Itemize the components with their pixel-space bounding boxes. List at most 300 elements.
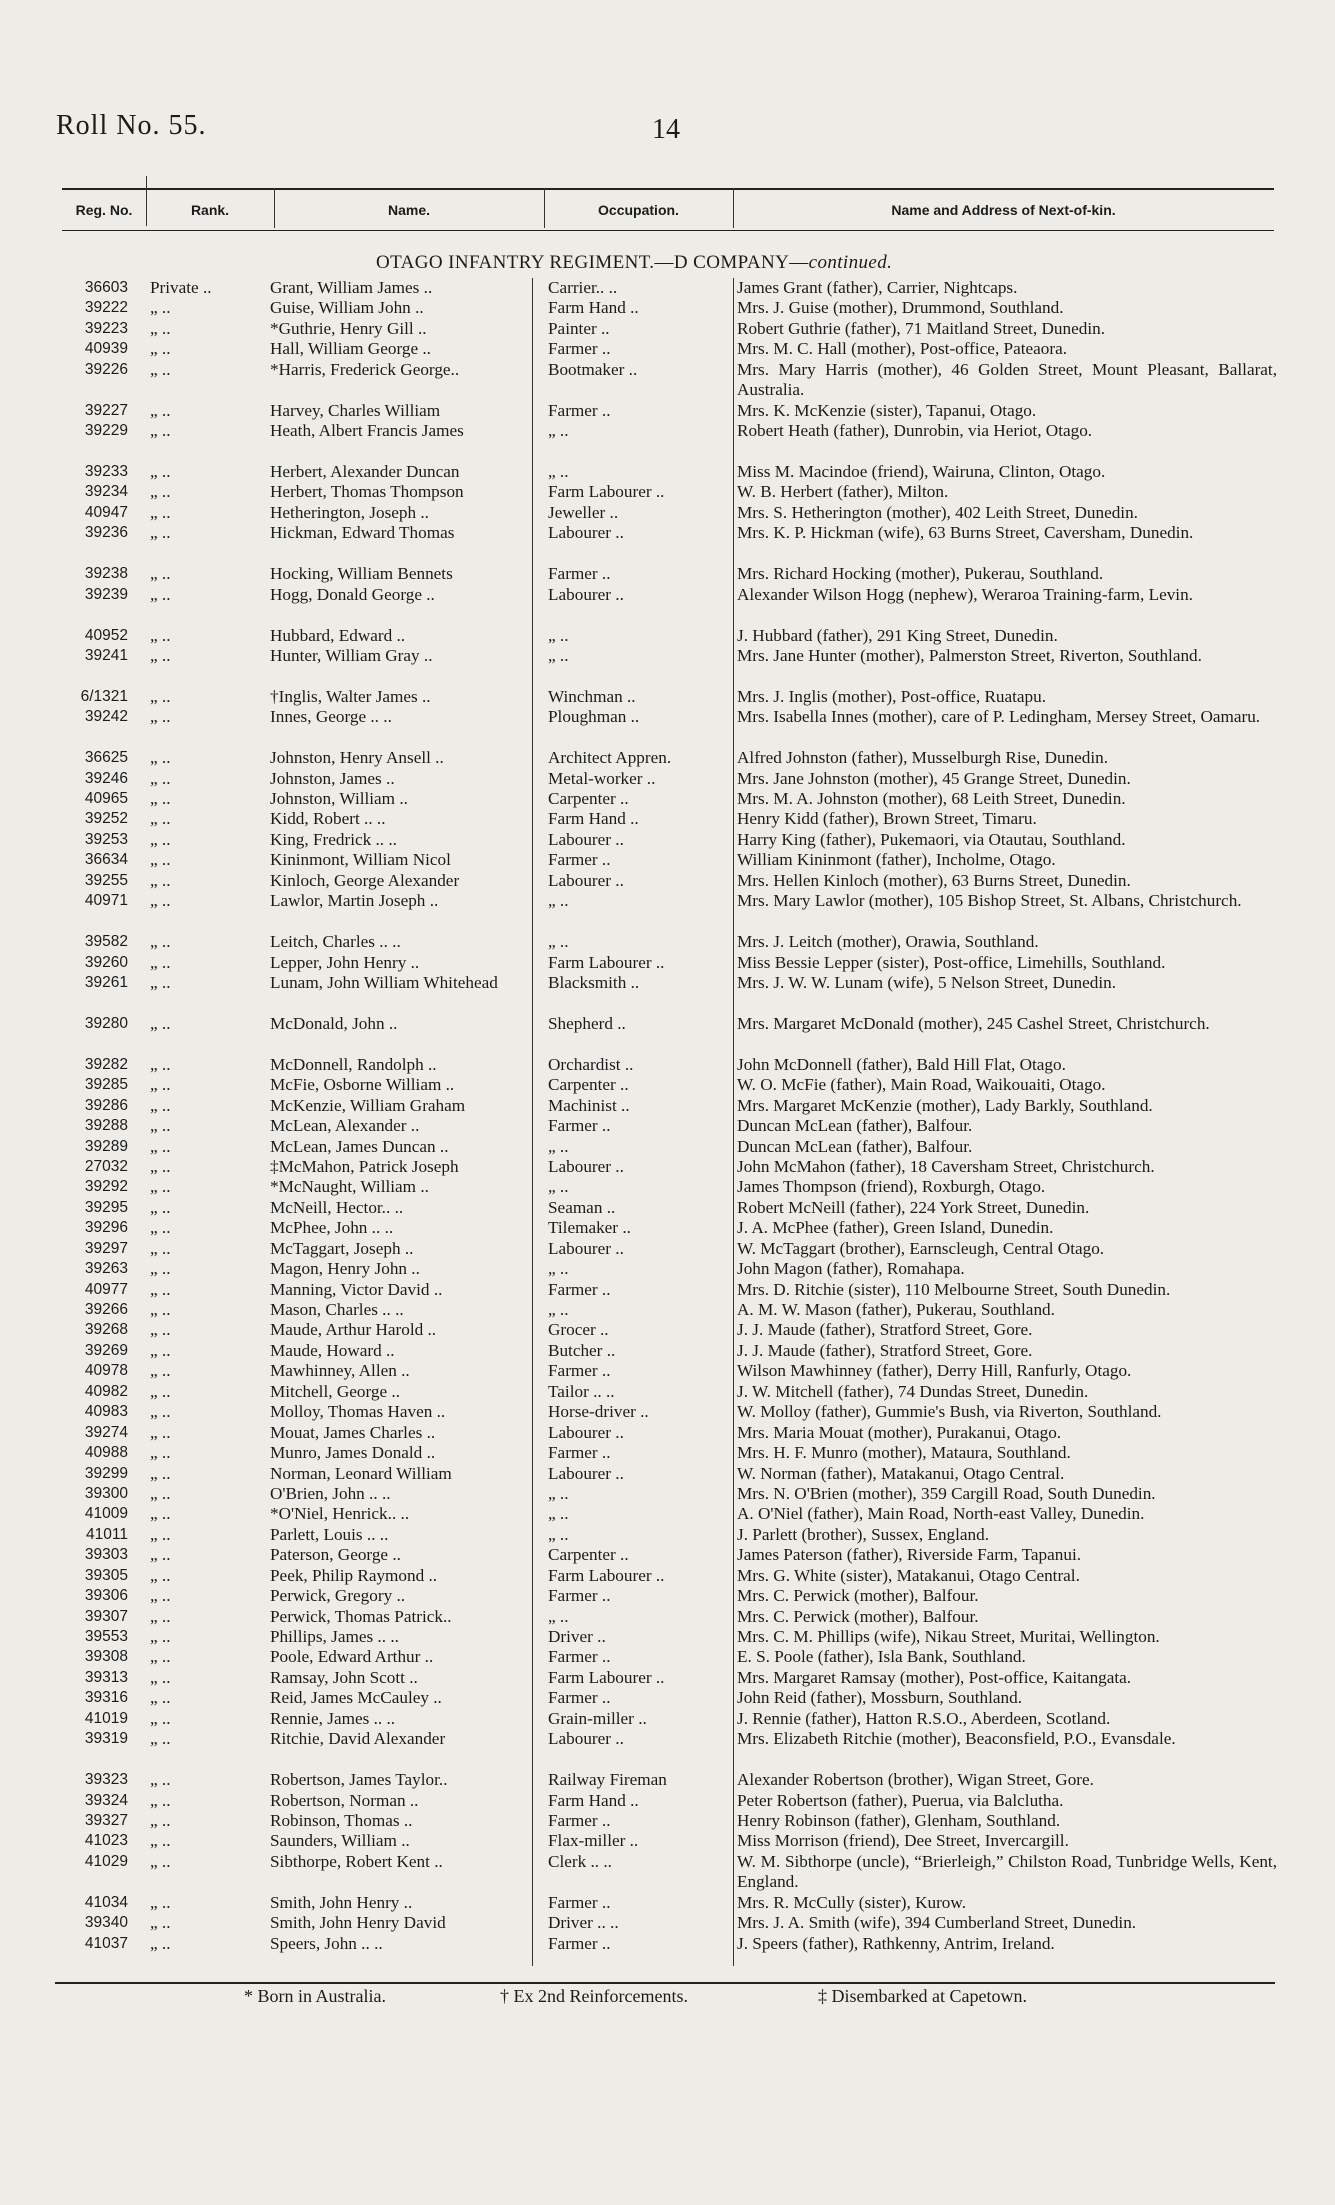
name-cell: Leitch, Charles .. .. bbox=[270, 932, 401, 952]
table-row bbox=[0, 1423, 1335, 1443]
name-cell: Hocking, William Bennets bbox=[270, 564, 453, 584]
occupation-cell: Labourer .. bbox=[548, 1463, 624, 1483]
table-row bbox=[0, 319, 1335, 339]
name-cell: Poole, Edward Arthur .. bbox=[270, 1647, 434, 1667]
name-cell: Hetherington, Joseph .. bbox=[270, 502, 429, 522]
next-of-kin-cell: Mrs. Mary Lawlor (mother), 105 Bishop Street, St. Albans, Christchurch. bbox=[737, 891, 1242, 911]
rank-cell: „ .. bbox=[150, 564, 171, 584]
rank-cell: „ .. bbox=[150, 1545, 171, 1565]
table-row bbox=[0, 1545, 1335, 1565]
next-of-kin-cell: William Kininmont (father), Incholme, Otago. bbox=[737, 850, 1056, 870]
name-cell: Johnston, James .. bbox=[270, 768, 395, 788]
reg-no-cell: 39296 bbox=[84, 1219, 128, 1237]
reg-no-cell: 36634 bbox=[84, 851, 128, 869]
table-row bbox=[0, 1280, 1335, 1300]
table-row bbox=[0, 523, 1335, 564]
table-row bbox=[0, 1096, 1335, 1116]
occupation-cell: „ .. bbox=[548, 1483, 569, 1503]
next-of-kin-cell: John McDonnell (father), Bald Hill Flat, Otago. bbox=[737, 1054, 1066, 1074]
name-cell: Maude, Arthur Harold .. bbox=[270, 1320, 437, 1340]
table-row bbox=[0, 1729, 1335, 1770]
name-cell: Robinson, Thomas .. bbox=[270, 1810, 413, 1830]
occupation-cell: Clerk .. .. bbox=[548, 1851, 612, 1871]
next-of-kin-cell: Mrs. H. F. Munro (mother), Mataura, Southland. bbox=[737, 1443, 1071, 1463]
next-of-kin-cell: Mrs. Jane Johnston (mother), 45 Grange Street, Dunedin. bbox=[737, 768, 1131, 788]
next-of-kin-cell: J. Hubbard (father), 291 King Street, Dunedin. bbox=[737, 625, 1058, 645]
reg-no-cell: 41019 bbox=[84, 1709, 128, 1727]
table-row bbox=[0, 1443, 1335, 1463]
occupation-cell: Bootmaker .. bbox=[548, 359, 638, 379]
table-row bbox=[0, 1259, 1335, 1279]
rank-cell: „ .. bbox=[150, 482, 171, 502]
table-row bbox=[0, 871, 1335, 891]
occupation-cell: Labourer .. bbox=[548, 1238, 624, 1258]
next-of-kin-cell: Mrs. S. Hetherington (mother), 402 Leith Street, Dunedin. bbox=[737, 502, 1138, 522]
occupation-cell: Carrier.. .. bbox=[548, 278, 618, 297]
reg-no-cell: 39222 bbox=[84, 299, 128, 317]
table-row bbox=[0, 278, 1335, 298]
occupation-cell: Metal-worker .. bbox=[548, 768, 656, 788]
next-of-kin-cell: Mrs. C. Perwick (mother), Balfour. bbox=[737, 1606, 979, 1626]
table-row bbox=[0, 769, 1335, 789]
table-row bbox=[0, 1586, 1335, 1606]
column-header-name: Name. bbox=[387, 202, 431, 218]
reg-no-cell: 39553 bbox=[84, 1628, 128, 1646]
occupation-cell: „ .. bbox=[548, 1606, 569, 1626]
table-row bbox=[0, 421, 1335, 462]
reg-no-cell: 39292 bbox=[84, 1178, 128, 1196]
occupation-cell: Driver .. .. bbox=[548, 1913, 619, 1933]
table-row bbox=[0, 1484, 1335, 1504]
name-cell: McLean, Alexander .. bbox=[270, 1116, 420, 1136]
table-row bbox=[0, 1116, 1335, 1136]
occupation-cell: Farm Labourer .. bbox=[548, 482, 665, 502]
rank-cell: „ .. bbox=[150, 1729, 171, 1749]
rank-cell: „ .. bbox=[150, 1770, 171, 1790]
name-cell: Ritchie, David Alexander bbox=[270, 1729, 446, 1749]
reg-no-cell: 39582 bbox=[84, 933, 128, 951]
occupation-cell: „ .. bbox=[548, 461, 569, 481]
name-cell: Smith, John Henry David bbox=[270, 1913, 446, 1933]
table-row bbox=[0, 1075, 1335, 1095]
rank-cell: „ .. bbox=[150, 1177, 171, 1197]
name-cell: Ramsay, John Scott .. bbox=[270, 1667, 418, 1687]
occupation-cell: Blacksmith .. bbox=[548, 972, 640, 992]
occupation-cell: Ploughman .. bbox=[548, 707, 640, 727]
name-cell: Hubbard, Edward .. bbox=[270, 625, 406, 645]
reg-no-cell: 39319 bbox=[84, 1730, 128, 1748]
rank-cell: „ .. bbox=[150, 1116, 171, 1136]
rank-cell: „ .. bbox=[150, 359, 171, 379]
footnote-born-australia: * Born in Australia. bbox=[244, 1986, 386, 2006]
reg-no-cell: 39288 bbox=[84, 1117, 128, 1135]
name-cell: McPhee, John .. .. bbox=[270, 1218, 394, 1238]
name-cell: *O'Niel, Henrick.. .. bbox=[270, 1504, 410, 1524]
next-of-kin-cell: Henry Kidd (father), Brown Street, Timaru. bbox=[737, 809, 1037, 829]
next-of-kin-cell: W. B. Herbert (father), Milton. bbox=[737, 482, 949, 502]
table-row bbox=[0, 1647, 1335, 1667]
next-of-kin-cell: Mrs. Richard Hocking (mother), Pukerau, Southland. bbox=[737, 564, 1104, 584]
rank-cell: „ .. bbox=[150, 1790, 171, 1810]
occupation-cell: Carpenter .. bbox=[548, 789, 629, 809]
table-row bbox=[0, 1893, 1335, 1913]
reg-no-cell: 40983 bbox=[84, 1403, 128, 1421]
rank-cell: Private .. bbox=[150, 278, 212, 297]
reg-no-cell: 41037 bbox=[84, 1934, 128, 1952]
reg-no-cell: 39285 bbox=[84, 1076, 128, 1094]
reg-no-cell: 40965 bbox=[84, 790, 128, 808]
footnote-ex-2nd-reinforcements: † Ex 2nd Reinforcements. bbox=[500, 1986, 688, 2006]
table-row bbox=[0, 401, 1335, 421]
name-cell: Kinloch, George Alexander bbox=[270, 870, 460, 890]
next-of-kin-cell: W. O. McFie (father), Main Road, Waikouaiti, Otago. bbox=[737, 1075, 1106, 1095]
reg-no-cell: 39306 bbox=[84, 1587, 128, 1605]
name-cell: Innes, George .. .. bbox=[270, 707, 392, 727]
reg-no-cell: 39238 bbox=[84, 565, 128, 583]
next-of-kin-cell: Miss Bessie Lepper (sister), Post-office, Limehills, Southland. bbox=[737, 952, 1166, 972]
rank-cell: „ .. bbox=[150, 1054, 171, 1074]
name-cell: Maude, Howard .. bbox=[270, 1340, 395, 1360]
rank-cell: „ .. bbox=[150, 1402, 171, 1422]
next-of-kin-cell: A. M. W. Mason (father), Pukerau, Southland. bbox=[737, 1300, 1055, 1320]
name-cell: McFie, Osborne William .. bbox=[270, 1075, 455, 1095]
rank-cell: „ .. bbox=[150, 850, 171, 870]
name-cell: King, Fredrick .. .. bbox=[270, 829, 397, 849]
table-row bbox=[0, 646, 1335, 687]
reg-no-cell: 39239 bbox=[84, 585, 128, 603]
name-cell: Speers, John .. .. bbox=[270, 1933, 383, 1953]
reg-no-cell: 39280 bbox=[84, 1014, 128, 1032]
name-cell: Mawhinney, Allen .. bbox=[270, 1361, 410, 1381]
next-of-kin-cell: J. Parlett (brother), Sussex, England. bbox=[737, 1524, 990, 1544]
name-cell: Sibthorpe, Robert Kent .. bbox=[270, 1851, 443, 1871]
rank-cell: „ .. bbox=[150, 1381, 171, 1401]
occupation-cell: Farmer .. bbox=[548, 1810, 611, 1830]
name-cell: Molloy, Thomas Haven .. bbox=[270, 1402, 446, 1422]
name-cell: Mitchell, George .. bbox=[270, 1381, 400, 1401]
table-row bbox=[0, 1137, 1335, 1157]
occupation-cell: Carpenter .. bbox=[548, 1075, 629, 1095]
occupation-cell: Farm Labourer .. bbox=[548, 952, 665, 972]
occupation-cell: „ .. bbox=[548, 1177, 569, 1197]
next-of-kin-cell: Miss M. Macindoe (friend), Wairuna, Clinton, Otago. bbox=[737, 461, 1106, 481]
name-cell: Peek, Philip Raymond .. bbox=[270, 1565, 438, 1585]
reg-no-cell: 36603 bbox=[84, 279, 128, 296]
rank-cell: „ .. bbox=[150, 1647, 171, 1667]
column-header-occupation: Occupation. bbox=[598, 202, 679, 218]
occupation-cell: Labourer .. bbox=[548, 1729, 624, 1749]
reg-no-cell: 39286 bbox=[84, 1096, 128, 1114]
rank-cell: „ .. bbox=[150, 1156, 171, 1176]
table-row bbox=[0, 707, 1335, 748]
rank-cell: „ .. bbox=[150, 523, 171, 543]
occupation-cell: Grain-miller .. bbox=[548, 1708, 647, 1728]
rank-cell: „ .. bbox=[150, 1708, 171, 1728]
occupation-cell: Orchardist .. bbox=[548, 1054, 634, 1074]
reg-no-cell: 39307 bbox=[84, 1607, 128, 1625]
reg-no-cell: 39226 bbox=[84, 360, 128, 378]
table-row bbox=[0, 1157, 1335, 1177]
occupation-cell: Tailor .. .. bbox=[548, 1381, 615, 1401]
table-row bbox=[0, 462, 1335, 482]
reg-no-cell: 39263 bbox=[84, 1260, 128, 1278]
page-number: 14 bbox=[652, 114, 680, 145]
name-cell: Reid, James McCauley .. bbox=[270, 1688, 442, 1708]
name-cell: Lawlor, Martin Joseph .. bbox=[270, 891, 439, 911]
rank-cell: „ .. bbox=[150, 625, 171, 645]
name-cell: McKenzie, William Graham bbox=[270, 1095, 466, 1115]
rank-cell: „ .. bbox=[150, 400, 171, 420]
rank-cell: „ .. bbox=[150, 1504, 171, 1524]
rank-cell: „ .. bbox=[150, 298, 171, 318]
name-cell: Herbert, Alexander Duncan bbox=[270, 461, 460, 481]
table-row bbox=[0, 953, 1335, 973]
table-bottom-rule bbox=[55, 1982, 1275, 1984]
occupation-cell: Farm Labourer .. bbox=[548, 1565, 665, 1585]
occupation-cell: Farm Hand .. bbox=[548, 298, 639, 318]
name-cell: †Inglis, Walter James .. bbox=[270, 686, 431, 706]
occupation-cell: Winchman .. bbox=[548, 686, 636, 706]
name-cell: McNeill, Hector.. .. bbox=[270, 1197, 404, 1217]
next-of-kin-cell: Miss Morrison (friend), Dee Street, Invercargill. bbox=[737, 1831, 1069, 1851]
rank-cell: „ .. bbox=[150, 1606, 171, 1626]
occupation-cell: „ .. bbox=[548, 891, 569, 911]
reg-no-cell: 40982 bbox=[84, 1382, 128, 1400]
name-cell: Magon, Henry John .. bbox=[270, 1259, 420, 1279]
reg-no-cell: 39223 bbox=[84, 319, 128, 337]
table-row bbox=[0, 1464, 1335, 1484]
next-of-kin-cell: Mrs. J. Guise (mother), Drummond, Southland. bbox=[737, 298, 1064, 318]
table-row bbox=[0, 1014, 1335, 1055]
table-row bbox=[0, 1300, 1335, 1320]
rank-cell: „ .. bbox=[150, 1831, 171, 1851]
occupation-cell: Farmer .. bbox=[548, 1688, 611, 1708]
reg-no-cell: 39227 bbox=[84, 401, 128, 419]
table-row bbox=[0, 1239, 1335, 1259]
occupation-cell: Machinist .. bbox=[548, 1095, 630, 1115]
next-of-kin-cell: Peter Robertson (father), Puerua, via Balclutha. bbox=[737, 1790, 1064, 1810]
next-of-kin-cell: Mrs. J. A. Smith (wife), 394 Cumberland Street, Dunedin. bbox=[737, 1913, 1137, 1933]
occupation-cell: Farmer .. bbox=[548, 564, 611, 584]
reg-no-cell: 39303 bbox=[84, 1546, 128, 1564]
next-of-kin-cell: John McMahon (father), 18 Caversham Street, Christchurch. bbox=[737, 1156, 1155, 1176]
next-of-kin-cell: Mrs. J. W. W. Lunam (wife), 5 Nelson Street, Dunedin. bbox=[737, 972, 1117, 992]
reg-no-cell: 39324 bbox=[84, 1791, 128, 1809]
table-row bbox=[0, 339, 1335, 359]
occupation-cell: Shepherd .. bbox=[548, 1013, 626, 1033]
occupation-cell: Driver .. bbox=[548, 1627, 606, 1647]
next-of-kin-cell: Duncan McLean (father), Balfour. bbox=[737, 1136, 973, 1156]
table-row bbox=[0, 298, 1335, 318]
occupation-cell: Farmer .. bbox=[548, 400, 611, 420]
reg-no-cell: 39327 bbox=[84, 1811, 128, 1829]
name-cell: O'Brien, John .. .. bbox=[270, 1483, 391, 1503]
occupation-cell: Seaman .. bbox=[548, 1197, 616, 1217]
occupation-cell: „ .. bbox=[548, 645, 569, 665]
next-of-kin-cell: W. M. Sibthorpe (uncle), “Brierleigh,” Chilston Road, Tunbridge Wells, Kent, England. bbox=[737, 1851, 1277, 1892]
occupation-cell: Railway Fireman bbox=[548, 1770, 667, 1790]
table-row bbox=[0, 482, 1335, 502]
reg-no-cell: 41011 bbox=[86, 1525, 128, 1543]
next-of-kin-cell: Robert McNeill (father), 224 York Street, Dunedin. bbox=[737, 1197, 1090, 1217]
reg-no-cell: 39252 bbox=[84, 810, 128, 828]
next-of-kin-cell: Mrs. R. McCully (sister), Kurow. bbox=[737, 1892, 966, 1912]
rank-cell: „ .. bbox=[150, 809, 171, 829]
reg-no-cell: 39297 bbox=[84, 1239, 128, 1257]
rank-cell: „ .. bbox=[150, 1300, 171, 1320]
reg-no-cell: 41034 bbox=[84, 1893, 128, 1911]
name-cell: Johnston, William .. bbox=[270, 789, 408, 809]
rank-cell: „ .. bbox=[150, 584, 171, 604]
table-row bbox=[0, 1504, 1335, 1524]
table-row bbox=[0, 1198, 1335, 1218]
table-row bbox=[0, 1525, 1335, 1545]
occupation-cell: Carpenter .. bbox=[548, 1545, 629, 1565]
rank-cell: „ .. bbox=[150, 1136, 171, 1156]
table-row bbox=[0, 973, 1335, 1014]
table-row bbox=[0, 1668, 1335, 1688]
rank-cell: „ .. bbox=[150, 1361, 171, 1381]
occupation-cell: Labourer .. bbox=[548, 1422, 624, 1442]
reg-no-cell: 39229 bbox=[84, 422, 128, 440]
rank-cell: „ .. bbox=[150, 1259, 171, 1279]
reg-no-cell: 40977 bbox=[84, 1280, 128, 1298]
occupation-cell: Farmer .. bbox=[548, 1443, 611, 1463]
next-of-kin-cell: Alexander Wilson Hogg (nephew), Weraroa Training-farm, Levin. bbox=[737, 584, 1193, 604]
next-of-kin-cell: Mrs. N. O'Brien (mother), 359 Cargill Road, South Dunedin. bbox=[737, 1483, 1156, 1503]
next-of-kin-cell: Robert Guthrie (father), 71 Maitland Street, Dunedin. bbox=[737, 318, 1105, 338]
name-cell: Hickman, Edward Thomas bbox=[270, 523, 455, 543]
next-of-kin-cell: Mrs. Margaret McDonald (mother), 245 Cashel Street, Christchurch. bbox=[737, 1013, 1210, 1033]
occupation-cell: Labourer .. bbox=[548, 870, 624, 890]
next-of-kin-cell: E. S. Poole (father), Isla Bank, Southland. bbox=[737, 1647, 1026, 1667]
occupation-cell: Farm Labourer .. bbox=[548, 1667, 665, 1687]
next-of-kin-cell: Duncan McLean (father), Balfour. bbox=[737, 1116, 973, 1136]
rank-cell: „ .. bbox=[150, 952, 171, 972]
next-of-kin-cell: Mrs. Margaret McKenzie (mother), Lady Barkly, Southland. bbox=[737, 1095, 1153, 1115]
occupation-cell: „ .. bbox=[548, 421, 569, 441]
rank-cell: „ .. bbox=[150, 972, 171, 992]
occupation-cell: „ .. bbox=[548, 1136, 569, 1156]
rank-cell: „ .. bbox=[150, 1667, 171, 1687]
next-of-kin-cell: James Thompson (friend), Roxburgh, Otago. bbox=[737, 1177, 1046, 1197]
rank-cell: „ .. bbox=[150, 1238, 171, 1258]
rank-cell: „ .. bbox=[150, 1586, 171, 1606]
name-cell: McDonnell, Randolph .. bbox=[270, 1054, 437, 1074]
rank-cell: „ .. bbox=[150, 1565, 171, 1585]
reg-no-cell: 39234 bbox=[84, 483, 128, 501]
occupation-cell: Farmer .. bbox=[548, 1279, 611, 1299]
name-cell: Norman, Leonard William bbox=[270, 1463, 452, 1483]
reg-no-cell: 39289 bbox=[84, 1137, 128, 1155]
next-of-kin-cell: Mrs. Elizabeth Ritchie (mother), Beaconsfield, P.O., Evansdale. bbox=[737, 1729, 1176, 1749]
name-cell: Hunter, William Gray .. bbox=[270, 645, 433, 665]
name-cell: Guise, William John .. bbox=[270, 298, 424, 318]
next-of-kin-cell: W. McTaggart (brother), Earnscleugh, Central Otago. bbox=[737, 1238, 1105, 1258]
reg-no-cell: 41009 bbox=[84, 1505, 128, 1523]
occupation-cell: Architect Appren. bbox=[548, 748, 672, 768]
occupation-cell: Tilemaker .. bbox=[548, 1218, 631, 1238]
next-of-kin-cell: Mrs. Margaret Ramsay (mother), Post-office, Kaitangata. bbox=[737, 1667, 1132, 1687]
occupation-cell: Labourer .. bbox=[548, 584, 624, 604]
rank-cell: „ .. bbox=[150, 686, 171, 706]
next-of-kin-cell: Mrs. C. Perwick (mother), Balfour. bbox=[737, 1586, 979, 1606]
section-title: OTAGO INFANTRY REGIMENT.—D COMPANY— bbox=[376, 252, 809, 273]
name-cell: *Guthrie, Henry Gill .. bbox=[270, 318, 427, 338]
reg-no-cell: 40952 bbox=[84, 626, 128, 644]
occupation-cell: Farmer .. bbox=[548, 1586, 611, 1606]
rank-cell: „ .. bbox=[150, 1627, 171, 1647]
name-cell: Phillips, James .. .. bbox=[270, 1627, 399, 1647]
table-row bbox=[0, 1811, 1335, 1831]
reg-no-cell: 39274 bbox=[84, 1423, 128, 1441]
name-cell: Kininmont, William Nicol bbox=[270, 850, 451, 870]
reg-no-cell: 40978 bbox=[84, 1362, 128, 1380]
occupation-cell: Farmer .. bbox=[548, 1892, 611, 1912]
column-header-next-of-kin: Name and Address of Next-of-kin. bbox=[891, 202, 1116, 218]
reg-no-cell: 40939 bbox=[84, 340, 128, 358]
name-cell: Johnston, Henry Ansell .. bbox=[270, 748, 444, 768]
table-row bbox=[0, 1709, 1335, 1729]
rank-cell: „ .. bbox=[150, 1340, 171, 1360]
reg-no-cell: 39261 bbox=[84, 973, 128, 991]
rank-cell: „ .. bbox=[150, 1851, 171, 1871]
rank-cell: „ .. bbox=[150, 318, 171, 338]
occupation-cell: Painter .. bbox=[548, 318, 610, 338]
reg-no-cell: 40971 bbox=[84, 892, 128, 910]
name-cell: Munro, James Donald .. bbox=[270, 1443, 436, 1463]
next-of-kin-cell: Wilson Mawhinney (father), Derry Hill, Ranfurly, Otago. bbox=[737, 1361, 1132, 1381]
name-cell: Manning, Victor David .. bbox=[270, 1279, 443, 1299]
reg-no-cell: 39269 bbox=[84, 1341, 128, 1359]
occupation-cell: „ .. bbox=[548, 1524, 569, 1544]
next-of-kin-cell: John Reid (father), Mossburn, Southland. bbox=[737, 1688, 1022, 1708]
next-of-kin-cell: W. Molloy (father), Gummie's Bush, via Riverton, Southland. bbox=[737, 1402, 1162, 1422]
reg-no-cell: 39266 bbox=[84, 1301, 128, 1319]
rank-cell: „ .. bbox=[150, 870, 171, 890]
table-row bbox=[0, 687, 1335, 707]
column-header-reg-no: Reg. No. bbox=[75, 202, 133, 218]
occupation-cell: Flax-miller .. bbox=[548, 1831, 639, 1851]
header-bottom-rule bbox=[62, 230, 1274, 231]
occupation-cell: Farm Hand .. bbox=[548, 809, 639, 829]
next-of-kin-cell: Mrs. M. C. Hall (mother), Post-office, Pateaora. bbox=[737, 339, 1067, 359]
roll-number: Roll No. 55. bbox=[56, 110, 207, 141]
next-of-kin-cell: Mrs. K. P. Hickman (wife), 63 Burns Street, Caversham, Dunedin. bbox=[737, 523, 1194, 543]
table-row bbox=[0, 1361, 1335, 1381]
footnote-disembarked-capetown: ‡ Disembarked at Capetown. bbox=[818, 1986, 1027, 2006]
next-of-kin-cell: J. A. McPhee (father), Green Island, Dunedin. bbox=[737, 1218, 1054, 1238]
rank-cell: „ .. bbox=[150, 891, 171, 911]
next-of-kin-cell: Henry Robinson (father), Glenham, Southland. bbox=[737, 1810, 1061, 1830]
rank-cell: „ .. bbox=[150, 1422, 171, 1442]
table-row bbox=[0, 1341, 1335, 1361]
occupation-cell: „ .. bbox=[548, 1504, 569, 1524]
rank-cell: „ .. bbox=[150, 1810, 171, 1830]
occupation-cell: Farmer .. bbox=[548, 339, 611, 359]
rank-cell: „ .. bbox=[150, 932, 171, 952]
table-row bbox=[0, 360, 1335, 401]
rank-cell: „ .. bbox=[150, 829, 171, 849]
reg-no-cell: 39300 bbox=[84, 1484, 128, 1502]
next-of-kin-cell: Mrs. J. Leitch (mother), Orawia, Southland. bbox=[737, 932, 1039, 952]
name-cell: Parlett, Louis .. .. bbox=[270, 1524, 389, 1544]
table-row bbox=[0, 1791, 1335, 1811]
reg-no-cell: 39295 bbox=[84, 1198, 128, 1216]
name-cell: Smith, John Henry .. bbox=[270, 1892, 413, 1912]
header-top-rule bbox=[62, 188, 1274, 190]
rank-cell: „ .. bbox=[150, 1688, 171, 1708]
